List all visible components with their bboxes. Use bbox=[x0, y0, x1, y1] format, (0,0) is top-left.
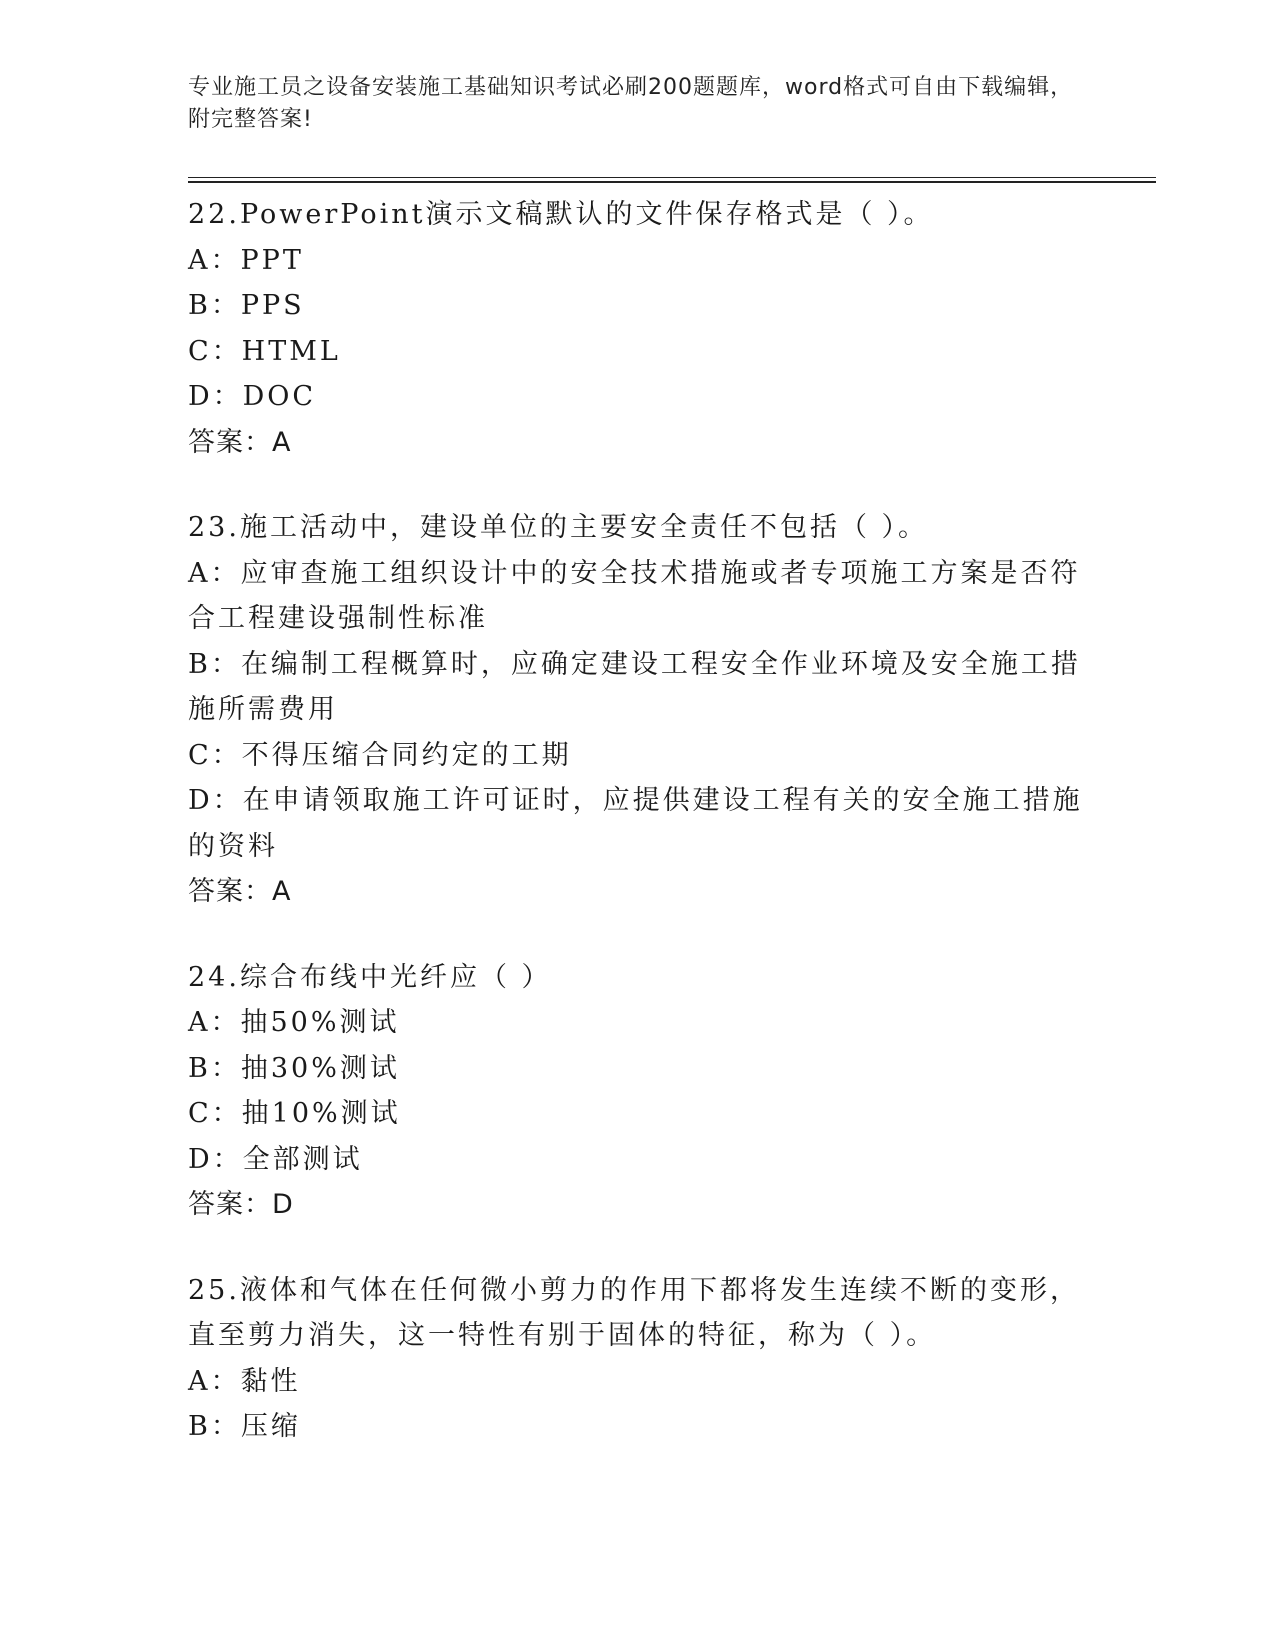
header-divider-thick bbox=[188, 181, 1156, 183]
option-a: A：应审查施工组织设计中的安全技术措施或者专项施工方案是否符合工程建设强制性标准 bbox=[188, 557, 1081, 634]
answer-label: 答案：D bbox=[188, 1189, 294, 1220]
answer-label: 答案：A bbox=[188, 876, 292, 907]
question-stem: 22.PowerPoint演示文稿默认的文件保存格式是（ ）。 bbox=[188, 199, 934, 230]
option-d: D：在申请领取施工许可证时，应提供建设工程有关的安全施工措施的资料 bbox=[188, 785, 1083, 862]
option-a: A：黏性 bbox=[188, 1365, 301, 1397]
option-c: C：不得压缩合同约定的工期 bbox=[188, 739, 572, 771]
option-a: A：抽50%测试 bbox=[188, 1007, 400, 1038]
option-b: B：在编制工程概算时，应确定建设工程安全作业环境及安全施工措施所需费用 bbox=[188, 648, 1081, 725]
option-a: A：PPT bbox=[188, 244, 304, 276]
header-divider-thin bbox=[188, 177, 1156, 178]
answer-label: 答案：A bbox=[188, 426, 292, 458]
option-b: B：PPS bbox=[188, 290, 305, 321]
question-stem: 25.液体和气体在任何微小剪力的作用下都将发生连续不断的变形，直至剪力消失，这一特性有别于固体的特征，称为（ ）。 bbox=[188, 1274, 1080, 1351]
option-b: B：抽30%测试 bbox=[188, 1052, 400, 1084]
option-c: C：抽10%测试 bbox=[188, 1098, 401, 1129]
question-stem: 23.施工活动中，建设单位的主要安全责任不包括（ ）。 bbox=[188, 512, 929, 543]
option-d: D：DOC bbox=[188, 381, 317, 412]
document-header: 专业施工员之设备安装施工基础知识考试必刷200题题库，word格式可自由下载编辑，附完整答案! bbox=[188, 75, 1074, 132]
question-22 bbox=[188, 192, 1088, 465]
question-23 bbox=[188, 505, 1088, 915]
question-stem: 24.综合布线中光纤应（ ） bbox=[188, 961, 552, 993]
question-list bbox=[188, 192, 1088, 1490]
question-24 bbox=[188, 955, 1088, 1228]
option-d: D：全部测试 bbox=[188, 1143, 363, 1175]
option-b: B：压缩 bbox=[188, 1411, 301, 1442]
question-25 bbox=[188, 1268, 1088, 1450]
option-c: C：HTML bbox=[188, 335, 341, 367]
